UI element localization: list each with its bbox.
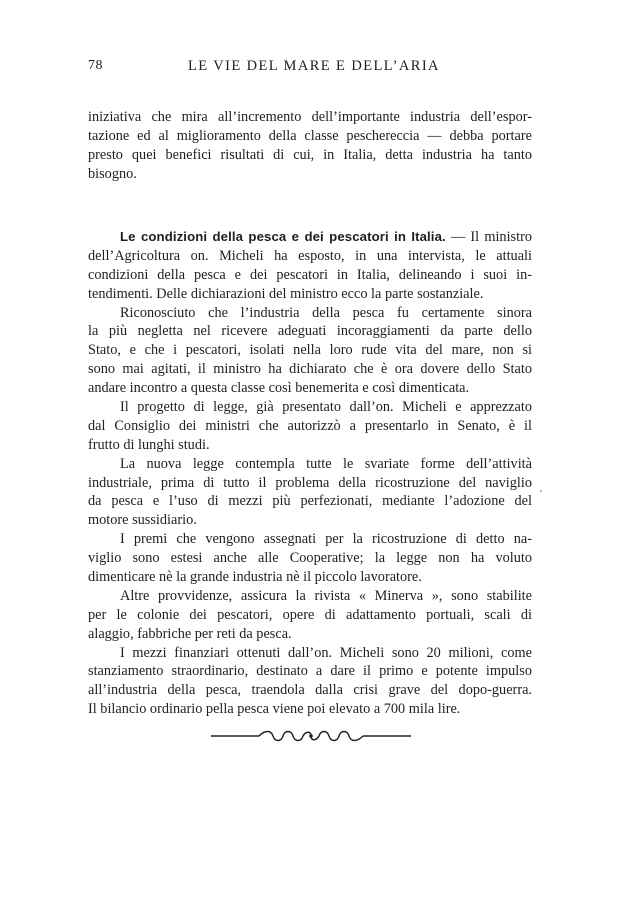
section-first-line (88, 228, 532, 247)
text-line: da pesca e l’uso di mezzi più perfezionati, mediante l’adozione del (88, 493, 532, 510)
text-line: dimenticare nè la grande industria nè il piccolo lavoratore. (88, 569, 422, 586)
text-line: andare incontro a questa classe così benemerita e così dimenticata. (88, 380, 470, 397)
text-line: per le colonie dei pescatori, opere di adattamento portuali, scali di (88, 606, 532, 623)
text-line: stanziamento straordinario, destinato a dare il primo e potente impulso (88, 663, 532, 680)
text-line: dal Consiglio dei ministri che autorizzò a presentarlo in Senato, è il (88, 417, 532, 434)
text-line: la più negletta nel ricevere adeguati incoraggiamenti da parte dello (88, 323, 532, 340)
page-number: 78 (88, 58, 103, 73)
section-heading: Le condizioni della pesca e dei pescatori in Italia. (120, 229, 446, 244)
running-title: LE VIE DEL MARE E DELL’ARIA (188, 58, 440, 74)
text-line: presto quei benefici risultati di cui, in Italia, detta industria ha tanto (88, 146, 532, 163)
text-line: alaggio, fabbriche per reti da pesca. (88, 625, 292, 642)
text-line: tazione ed al miglioramento della classe peschereccia — debba portare (88, 127, 532, 144)
text-line: condizioni della pesca e dei pescatori in Italia, delineando i suoi in- (88, 266, 532, 283)
text-line: tendimenti. Delle dichiarazioni del ministro ecco la parte sostanziale. (88, 285, 484, 302)
text-line: sono mai agitati, il ministro ha dichiarato che è ora dovere dello Stato (88, 361, 532, 378)
text-line: industriale, prima di tutto il problema della ricostruzione del naviglio (88, 474, 532, 491)
text-line: I premi che vengono assegnati per la ricostruzione di detto na- (120, 531, 532, 548)
section-body (88, 228, 532, 719)
text-line: bisogno. (88, 165, 137, 182)
text-line: iniziativa che mira all’incremento dell’importante industria dell’espor- (88, 109, 532, 125)
decorative-flourish-icon (211, 728, 411, 744)
page-header (88, 58, 532, 80)
text-line: I mezzi finanziari ottenuti dall’on. Micheli sono 20 milioni, come (120, 644, 532, 661)
text-line: motore sussidiario. (88, 512, 197, 529)
text-line: La nuova legge contempla tutte le svariate forme dell’attività (120, 455, 532, 472)
intro-paragraph (88, 108, 532, 184)
text-line: all’industria della pesca, traendola dalla crisi grave del dopo-guerra. (88, 682, 532, 699)
text-line: Stato, e che i pescatori, isolati nella loro rude vita del mare, non si (88, 342, 532, 359)
text-line: Il progetto di legge, già presentato dall’on. Micheli e apprezzato (120, 399, 532, 416)
text-line: Altre provvidenze, assicura la rivista « Minerva », sono stabilite (120, 587, 532, 604)
text-line: viglio sono estesi anche alle Cooperative; la legge non ha voluto (88, 550, 532, 567)
text-line: Il bilancio ordinario pella pesca viene poi elevato a 700 mila lire. (88, 701, 461, 718)
text-line: dell’Agricoltura on. Micheli ha esposto, in una intervista, le attuali (88, 247, 532, 264)
paper-speck (540, 490, 542, 492)
text-line: frutto di lunghi studi. (88, 436, 210, 453)
text-line: Riconosciuto che l’industria della pesca fu certamente sinora (120, 304, 532, 321)
section-heading-continuation: — Il ministro (450, 229, 532, 245)
